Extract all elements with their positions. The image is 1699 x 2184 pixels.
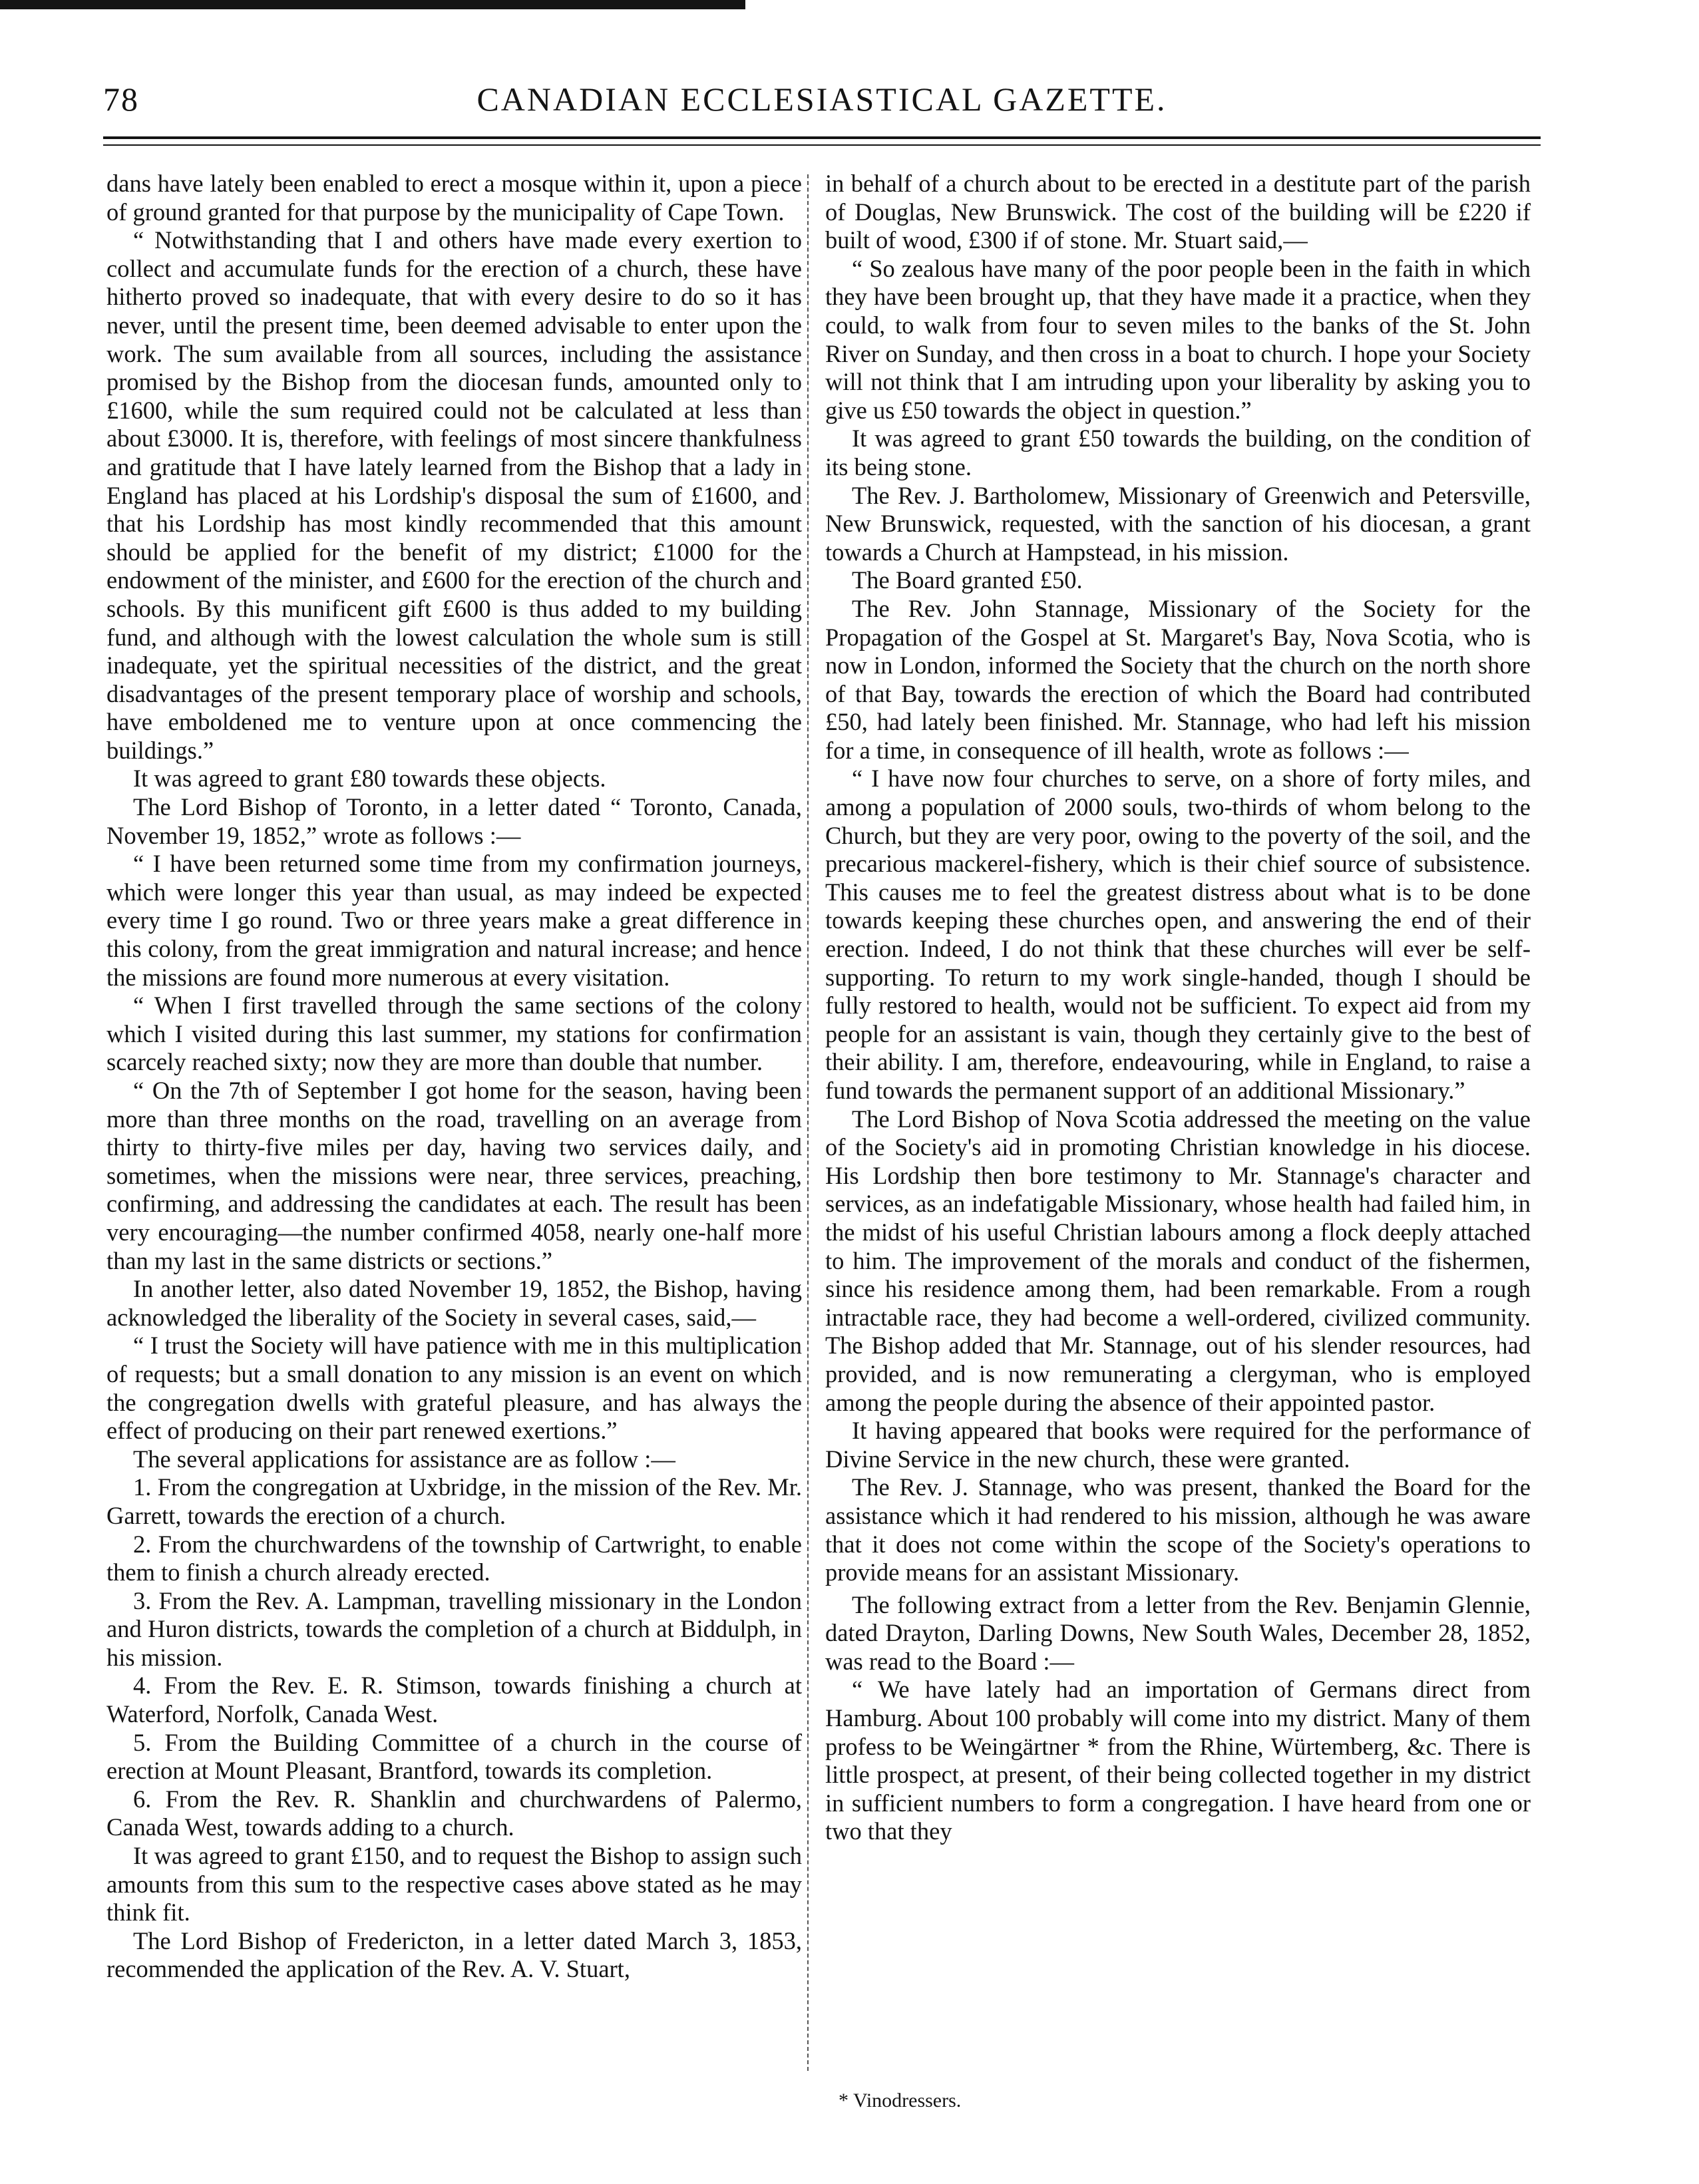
paragraph: It was agreed to grant £80 towards these objects. [133,765,606,793]
paragraph: “ Notwithstanding that I and others have made every exertion to collect and accumulate funds for the erection of a church, these have hitherto proved so inadequate, that with every desire to do so it has never, until the present time, been deemed advisable to enter upon the work. The sum available from all sources, including the assistance promised by the Bishop from the diocesan funds, amounted only to £1600, while the sum required could not be calculated at less than about £3000. It is, therefore, with feelings of most sincere thankfulness and gratitude that I have lately learned from the Bishop that a lady in England has placed at his Lordship's disposal the sum of £1600, and that his Lordship has most kindly recommended that this amount should be applied for the benefit of my district; £1000 for the endowment of the minister, and £600 for the erection of the church and schools. By this munificent gift £600 is thus added to my building fund, and although with the lowest calculation the whole sum is still inadequate, yet the spiritual necessities of the district, and the great disadvantages of the present temporary place of worship and schools, have emboldened me to venture upon at once commencing the buildings.” [106,226,802,764]
page-header [103,80,1541,140]
paragraph: The following extract from a letter from the Rev. Benjamin Glennie, dated Drayton, Darling Downs, New South Wales, December 28, 1852, was read to the Board :— [825,1590,1531,1675]
paragraph: The Rev. J. Bartholomew, Missionary of Greenwich and Petersville, New Brunswick, requested, with the sanction of his diocesan, a grant towards a Church at Hampstead, in his mission. [825,481,1531,566]
paragraph: It was agreed to grant £150, and to request the Bishop to assign such amounts from this sum to the respective cases above stated as he may think fit. [106,1842,802,1926]
paragraph: In another letter, also dated November 19, 1852, the Bishop, having acknowledged the liberality of the Society in several cases, said,— [106,1275,802,1331]
paragraph: “ I have been returned some time from my confirmation journeys, which were longer this year than usual, as may indeed be expected every time I go round. Two or three years make a great difference in this colony, from the great immigration and natural increase; and hence the missions are found more numerous at every visitation. [106,850,802,991]
paragraph: It was agreed to grant £50 towards the building, on the condition of its being stone. [825,425,1531,480]
paragraph: The Rev. J. Stannage, who was present, thanked the Board for the assistance which it had rendered to his mission, although he was aware that it does not come within the scope of the Society's operations to provide means for an assistant Missionary. [825,1473,1531,1586]
list-item: 4. From the Rev. E. R. Stimson, towards finishing a church at Waterford, Norfolk, Canada West. [106,1672,802,1728]
paragraph: dans have lately been enabled to erect a mosque within it, upon a piece of ground granted for that purpose by the municipality of Cape Town. [106,170,802,226]
paragraph: “ On the 7th of September I got home for the season, having been more than three months on the road, travelling on an average from thirty to thirty-five miles per day, having two services daily, and sometimes, when the missions were near, three services, preaching, confirming, and addressing the candidates at each. The result has been very encouraging—the number confirmed 4058, nearly one-half more than my last in the same districts or sections.” [106,1077,802,1274]
paragraph: The Lord Bishop of Nova Scotia addressed the meeting on the value of the Society's aid in promoting Christian knowledge in his diocese. His Lordship then bore testimony to Mr. Stannage's character and services, as an indefatigable Missionary, whose health had failed him, in the midst of his useful Christian labours among a flock deeply attached to him. The improvement of the morals and conduct of the fishermen, since his residence among them, had been remarkable. From a rough intractable race, they had become a well-ordered, civilized community. The Bishop added that Mr. Stannage, out of his slender resources, had provided, and is now remunerating a clergyman, who is employed among the people during the absence of their appointed pastor. [825,1105,1531,1416]
paragraph: “ When I first travelled through the same sections of the colony which I visited during this last summer, my stations for confirmation scarcely reached sixty; now they are more than double that number. [106,992,802,1076]
paragraph: “ So zealous have many of the poor people been in the faith in which they have been brought up, that they have made it a practice, when they could, to walk from four to seven miles to the banks of the St. John River on Sunday, and then cross in a boat to church. I hope your Society will not think that I am intruding upon your liberality by asking you to give us £50 towards the object in question.” [825,254,1531,424]
paragraph: “ I have now four churches to serve, on a shore of forty miles, and among a population of 2000 souls, two-thirds of whom belong to the Church, but they are very poor, owing to the poverty of the soil, and the precarious mackerel-fishery, which is their chief source of subsistence. This causes me to feel the greatest distress about what is to be done towards keeping these churches open, and answering the end of their erection. Indeed, I do not think that these churches will ever be self-supporting. To return to my work single-handed, though I should be fully restored to health, would not be sufficient. To expect aid from my people for an assistant is vain, though they certainly give to the best of their ability. I am, therefore, endeavouring, while in England, to raise a fund towards the permanent support of an additional Missionary.” [825,765,1531,1104]
list-item: 6. From the Rev. R. Shanklin and churchwardens of Palermo, Canada West, towards adding to a church. [106,1785,802,1841]
page-number: 78 [103,81,139,118]
paragraph: The Lord Bishop of Fredericton, in a letter dated March 3, 1853, recommended the application of the Rev. A. V. Stuart, [106,1926,802,1983]
paragraph: It having appeared that books were required for the performance of Divine Service in the new church, these were granted. [825,1417,1531,1473]
column-divider [807,174,809,2071]
left-column [106,170,802,1984]
paragraph: “ I trust the Society will have patience with me in this multiplication of requests; but a small donation to any mission is an event on which the congregation dwells with grateful pleasure, and has always the effect of producing on their part renewed exertions.” [106,1332,802,1445]
paragraph: The Lord Bishop of Toronto, in a letter dated “ Toronto, Canada, November 19, 1852,” wrote as follows :— [106,793,802,849]
list-item: 1. From the congregation at Uxbridge, in the mission of the Rev. Mr. Garrett, towards the erection of a church. [106,1473,802,1529]
footnote: * Vinodressers. [839,2090,962,2111]
list-item: 2. From the churchwardens of the township of Cartwright, to enable them to finish a church already erected. [106,1530,802,1586]
paragraph: in behalf of a church about to be erected in a destitute part of the parish of Douglas, New Brunswick. The cost of the building will be £220 if built of wood, £300 if of stone. Mr. Stuart said,— [825,170,1531,254]
paragraph: The Rev. John Stannage, Missionary of the Society for the Propagation of the Gospel at St. Margaret's Bay, Nova Scotia, who is now in London, informed the Society that the church on the north shore of that Bay, towards the erection of which the Board had contributed £50, had lately been finished. Mr. Stannage, who had left his mission for a time, in consequence of ill health, wrote as follows :— [825,594,1531,764]
top-scan-mark [0,0,745,9]
page-title: CANADIAN ECCLESIASTICAL GAZETTE. [476,81,1167,118]
list-item: 5. From the Building Committee of a church in the course of erection at Mount Pleasant, Brantford, towards its completion. [106,1728,802,1785]
paragraph: “ We have lately had an importation of Germans direct from Hamburg. About 100 probably will come into my district. Many of them profess to be Weingärtner * from the Rhine, Würtemberg, &c. There is little prospect, at present, of their being collected together in my district in sufficient numbers to form a congregation. I have heard from one or two that they [825,1676,1531,1845]
header-rule [103,136,1541,146]
paragraph: The several applications for assistance are as follow :— [133,1445,675,1473]
list-item: 3. From the Rev. A. Lampman, travelling missionary in the London and Huron districts, towards the completion of a church at Biddulph, in his mission. [106,1586,802,1671]
right-column [825,170,1531,1846]
paragraph: The Board granted £50. [852,566,1083,594]
